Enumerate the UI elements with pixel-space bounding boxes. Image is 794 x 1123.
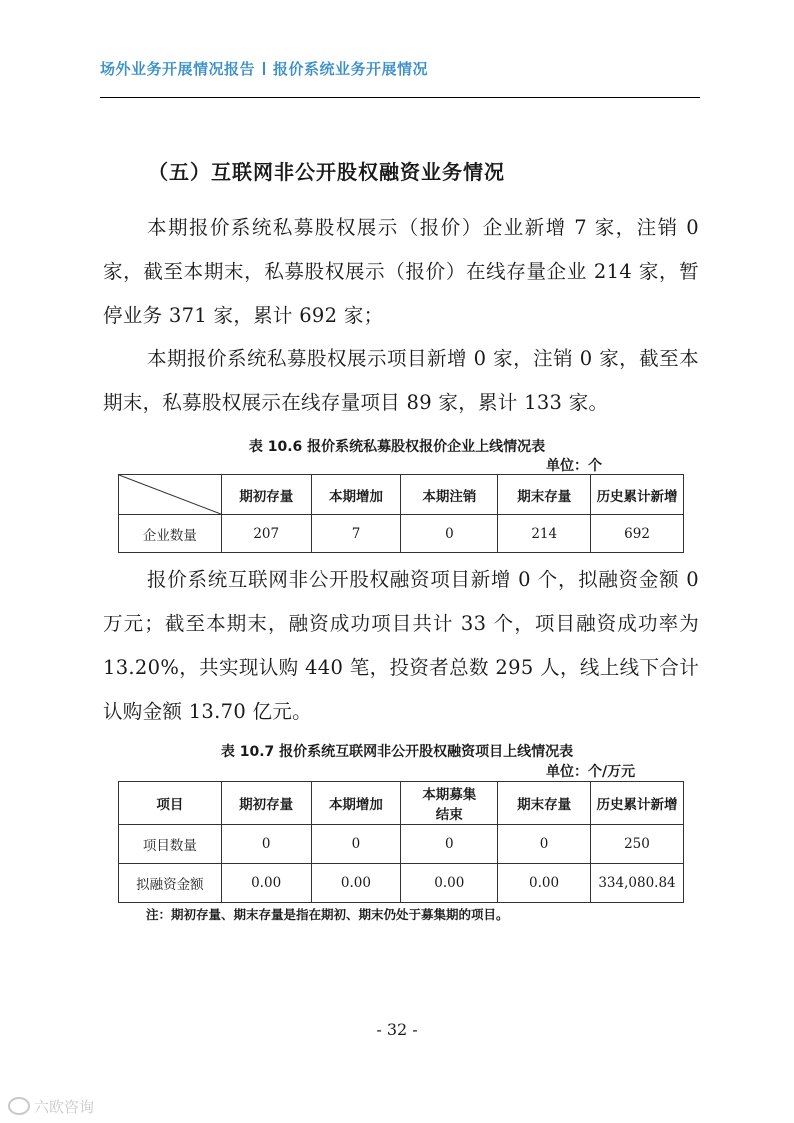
table-cell: 0.00 [401,864,498,903]
section-title: （五）互联网非公开股权融资业务情况 [148,160,505,184]
header-separator [263,62,265,75]
header-cell: 期末存量 [498,475,591,515]
table-header-row [119,782,684,825]
table-cell: 7 [311,515,401,553]
table-cell: 0 [401,515,498,553]
table-row [119,825,684,864]
table2-caption: 表 10.7 报价系统互联网非公开股权融资项目上线情况表 [220,744,574,760]
table-cell: 0.00 [498,864,591,903]
table-cell: 0 [401,825,498,864]
header-cell: 本期注销 [401,475,498,515]
table-cell: 692 [591,515,684,553]
header-cell: 期末存量 [498,782,591,825]
table-cell: 0.00 [221,864,311,903]
table1-caption: 表 10.6 报价系统私募股权报价企业上线情况表 [248,439,546,455]
watermark [8,1096,94,1117]
row-label: 项目数量 [119,825,222,864]
table-cell: 0 [221,825,311,864]
table2 [118,781,684,903]
header-cell: 期初存量 [221,782,311,825]
row-label: 拟融资金额 [119,864,222,903]
table2-note: 注：期初存量、期末存量是指在期初、期末仍处于募集期的项目。 [146,907,509,922]
table-cell: 214 [498,515,591,553]
page-number: - 32 - [376,1020,418,1039]
header-chapter-title: 报价系统业务开展情况 [273,60,429,78]
table-cell: 0 [498,825,591,864]
table-cell: 334,080.84 [590,864,683,903]
diagonal-header-cell [119,475,222,515]
header-rule [100,97,700,98]
header-cell: 本期增加 [311,782,401,825]
table1-unit: 单位：个 [546,458,602,474]
header-cell: 历史累计新增 [591,475,684,515]
table-row [119,864,684,903]
header-cell: 历史累计新增 [590,782,683,825]
header-cell: 项目 [119,782,222,825]
paragraph-1: 本期报价系统私募股权展示（报价）企业新增 7 家，注销 0 家，截至本期末，私募股权展示（报价）在线存量企业 214 家，暂停业务 371 家，累计 692 家； [103,216,699,327]
table-cell: 207 [221,515,311,553]
header-report-title: 场外业务开展情况报告 [100,60,256,78]
header-cell: 本期增加 [311,475,401,515]
header-cell: 本期募集结束 [401,782,498,825]
watermark-logo-icon [8,1097,30,1115]
paragraph-2: 本期报价系统私募股权展示项目新增 0 家，注销 0 家，截至本期末，私募股权展示在线存量项目 89 家，累计 133 家。 [103,347,699,414]
watermark-text: 六欧咨询 [34,1098,95,1116]
table1 [118,474,684,553]
table-cell: 0 [311,825,401,864]
table2-unit: 单位：个/万元 [546,764,636,780]
table-row [119,515,684,553]
header-cell: 期初存量 [221,475,311,515]
paragraph-3: 报价系统互联网非公开股权融资项目新增 0 个，拟融资金额 0 万元；截至本期末，融资成功项目共计 33 个，项目融资成功率为 13.20%，共实现认购 440 笔，投资者总数 295 人，线上线下合计认购金额 13.70 亿元。 [103,568,699,723]
table-cell: 0.00 [311,864,401,903]
running-header [100,58,700,79]
row-label: 企业数量 [119,515,222,553]
table-cell: 250 [590,825,683,864]
table-header-row [119,475,684,515]
